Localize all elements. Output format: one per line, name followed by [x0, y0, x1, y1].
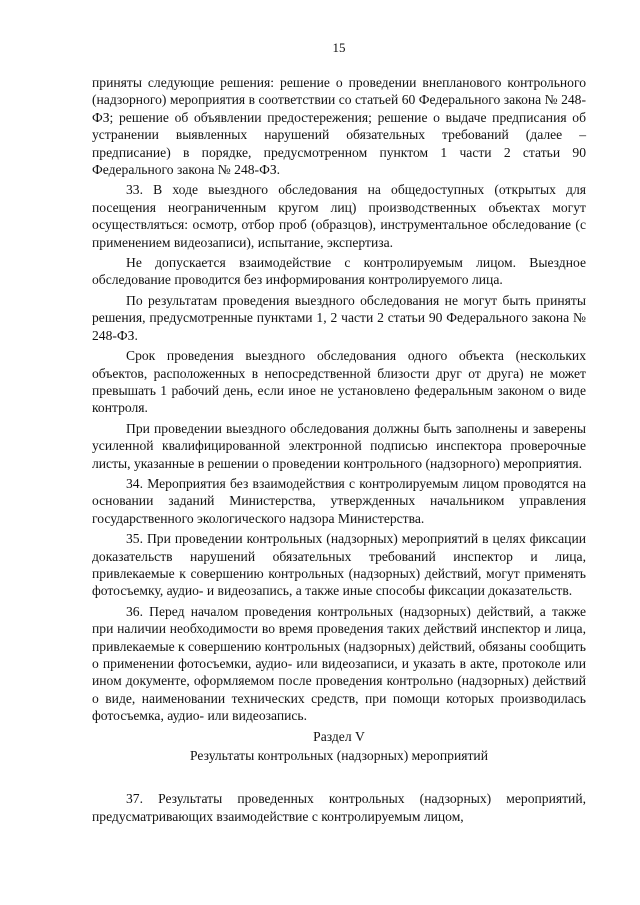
paragraph-36: 36. Перед началом проведения контрольных (надзорных) действий, а также при наличии необходимости во время проведения таких действий инспектор и лица, привлекаемые к совершению контрольных (надзорных) действий, обязаны сообщить о применении фотосъемки, аудио- или видеозаписи, и указать в акте, протоколе или ином документе, оформляемом после проведения контрольно (надзорных) действий о виде, наименовании технических средств, при помощи которых производилась фотосъемка, аудио- или видеозапись.	[92, 603, 586, 724]
paragraph-37: 37. Результаты проведенных контрольных (надзорных) мероприятий, предусматривающих взаимодействие с контролируемым лицом,	[92, 791, 586, 824]
paragraph-checklists: При проведении выездного обследования должны быть заполнены и заверены усиленной квалифицированной электронной подписью инспектора проверочные листы, указанные в решении о проведении контрольного (надзорного) мероприятия.	[92, 420, 586, 471]
page-number: 15	[332, 40, 346, 55]
document-body	[92, 74, 586, 825]
paragraph-35: 35. При проведении контрольных (надзорных) мероприятий в целях фиксации доказательств нарушений обязательных требований инспектор и лица, привлекаемые к совершению контрольных (надзорных) действий, могут применять фотосъемку, аудио- и видеозапись, а также иные способы фиксации доказательств.	[92, 531, 586, 599]
paragraph-continuation: приняты следующие решения: решение о проведении внепланового контрольного (надзорного) мероприятия в соответствии со статьей 60 Федерального закона № 248-ФЗ; решение об объявлении предостережения; решение о выдаче предписания об устранении выявленных нарушений обязательных требований (далее – предписание) в порядке, предусмотренном пунктом 1 части 2 статьи 90 Федерального закона № 248-ФЗ.	[92, 75, 586, 178]
paragraph-no-interaction: Не допускается взаимодействие с контролируемым лицом. Выездное обследование проводится без информирования контролируемого лица.	[92, 255, 586, 288]
paragraph-34: 34. Мероприятия без взаимодействия с контролируемым лицом проводятся на основании заданий Министерства, утвержденных начальником управления государственного экологического надзора Министерства.	[92, 475, 586, 526]
section-subtitle: Результаты контрольных (надзорных) мероприятий	[190, 748, 488, 764]
paragraph-duration: Срок проведения выездного обследования одного объекта (нескольких объектов, расположенных в непосредственной близости друг от друга) не может превышать 1 рабочий день, если иное не установлено федеральным законом о виде контроля.	[92, 348, 586, 416]
paragraph-33: 33. В ходе выездного обследования на общедоступных (открытых для посещения неограниченным кругом лиц) производственных объектах могут осуществляться: осмотр, отбор проб (образцов), инструментальное обследование (с применением видеозаписи), испытание, экспертиза.	[92, 182, 586, 250]
paragraph-results-decisions: По результатам проведения выездного обследования не могут быть приняты решения, предусмотренные пунктами 1, 2 части 2 статьи 90 Федерального закона № 248-ФЗ.	[92, 292, 586, 343]
section-title: Раздел V	[313, 728, 365, 744]
